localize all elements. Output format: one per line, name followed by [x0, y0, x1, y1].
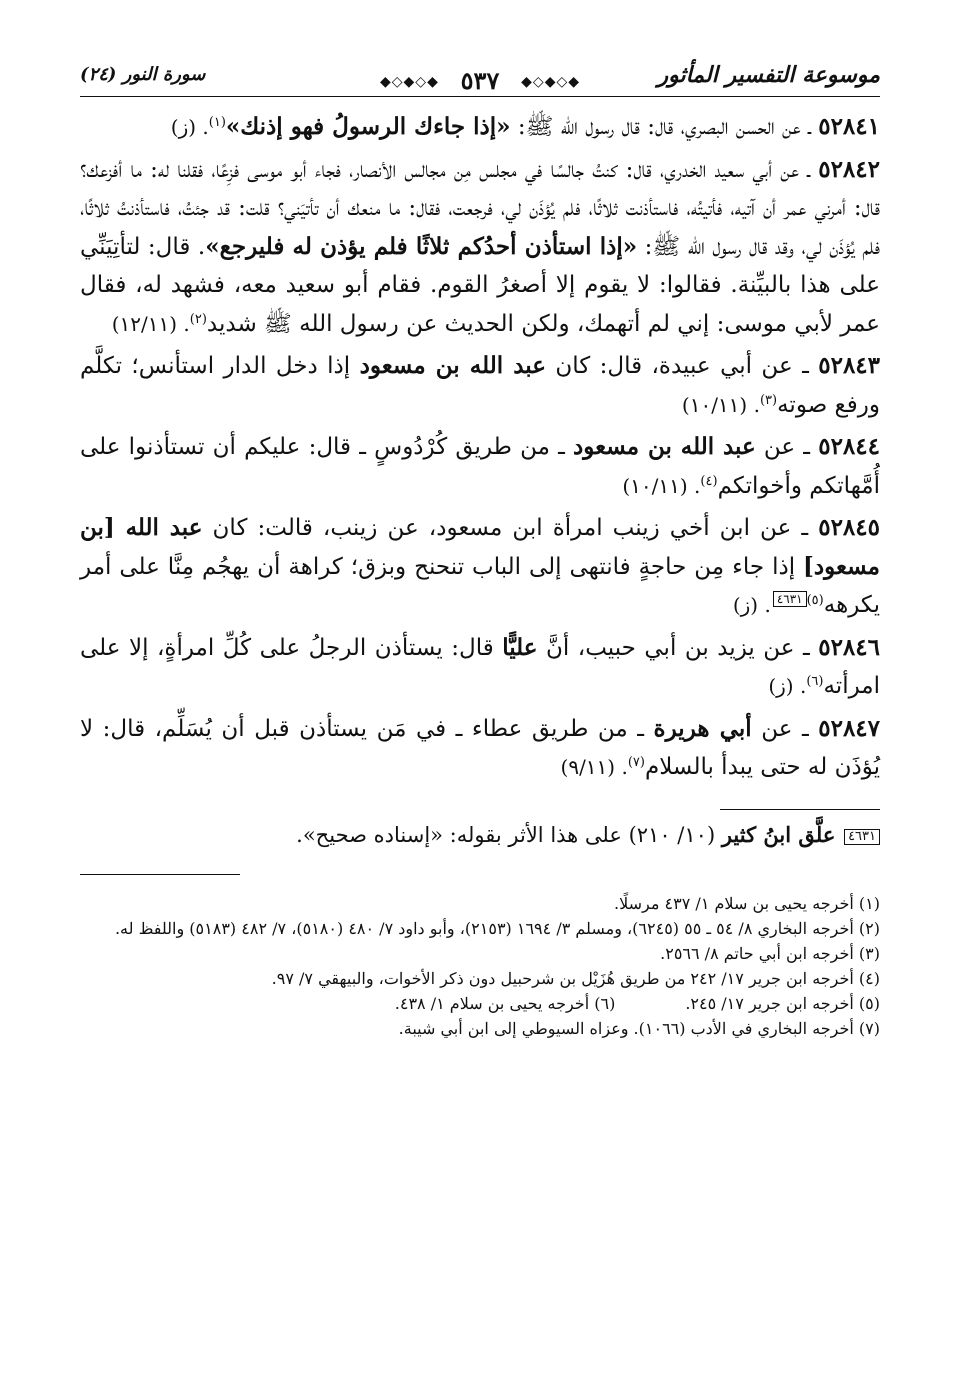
narration-52847: [80, 710, 880, 787]
narration-number: ٥٢٨٤٤: [818, 433, 880, 460]
narration-text: قال: يستأذن الرجلُ على كُلِّ امرأةٍ، إلا على امرأته: [80, 634, 880, 699]
narration-text: ـ عن: [751, 715, 819, 742]
narration-text: ـ عن ابن أخي زينب امرأة ابن مسعود، عن زينب، قالت: كان: [202, 515, 819, 541]
commentary-author: علَّق ابنُ كثير: [721, 821, 836, 847]
narration-number: ٥٢٨٤٥: [818, 514, 880, 541]
footnote-ref[interactable]: (٥): [806, 593, 824, 608]
ornament-icon: ◆◇◆◇◆: [521, 74, 580, 90]
narrator-name: عبد الله بن مسعود: [359, 352, 546, 379]
footnote-ref[interactable]: (٣): [759, 392, 778, 408]
surah-title: سورة النور (٢٤): [80, 64, 206, 85]
hadith-quote: «إذا استأذن أحدُكم ثلاثًا فلم يؤذن له فليرجع»: [205, 232, 638, 260]
ornament-icon: ◆◇◆◇◆: [380, 74, 439, 90]
narration-number: ٥٢٨٤٢: [818, 155, 880, 183]
narration-text: ـ من طريق عطاء ـ في مَن يستأذن قبل أن يُسَلِّم، قال: لا يُؤذَن له حتى يبدأ بالسلام: [80, 715, 880, 780]
footnote-2: (٢) أخرجه البخاري ٨/ ٥٤ ـ ٥٥ (٦٢٤٥)، ومسلم ٣/ ١٦٩٤ (٢١٥٣)، وأبو داود ٧/ ٤٨٠ (٥١٨٠)، ٧/ ٤٨٢ (٥١٨٣) واللفظ له.: [114, 918, 880, 938]
narration-text: ـ عن أبي عبيدة، قال: كان: [545, 353, 819, 379]
footnote-rule: [80, 874, 240, 875]
narration-text: ـ عن: [755, 434, 819, 460]
page-header: [80, 58, 880, 108]
source-ref: . (١٠/١١): [681, 392, 760, 417]
narration-52841: [80, 108, 880, 147]
source-ref: . (ز): [170, 115, 209, 139]
commentary-marker[interactable]: ٤٦٣١: [773, 591, 807, 607]
footnote-row-5-6: [80, 991, 880, 1016]
footnote-ref[interactable]: (٦): [806, 674, 824, 689]
footnote-ref[interactable]: (٢): [189, 311, 207, 327]
narration-number: ٥٢٨٤٧: [818, 714, 881, 742]
commentary-number: ٤٦٣١: [844, 829, 880, 845]
commentary-text: (١٠/ ٢١٠) على هذا الأثر بقوله: «إسناده صحيح».: [296, 822, 722, 847]
footnote-1: (١) أخرجه يحيى بن سلام ١/ ٤٣٧ مرسلًا.: [614, 893, 880, 913]
page-number: ٥٣٧: [460, 66, 500, 95]
narrator-name: أبي هريرة: [653, 714, 752, 742]
narration-52842: [80, 151, 880, 344]
source-ref: . (٩/١١): [560, 755, 628, 779]
narration-text: إذا دخل الدار استأنس؛ تكلَّم ورفع صوته: [80, 353, 880, 418]
source-ref: . (١٠/١١): [622, 473, 701, 498]
footnote-5: (٥) أخرجه ابن جرير ١٧/ ٢٤٥.: [685, 993, 880, 1013]
footnote-ref[interactable]: (٤): [700, 473, 718, 489]
source-ref: . (١٢/١١): [111, 311, 190, 336]
narration-text: . قال: لتأتِيَنِّي على هذا بالبيِّنة. فقالوا: لا يقوم إلا أصغرُ القوم. فقام أبو سعيد معه، فشهد له، فقال عمر لأبي موسى: إني لم أتهمك، ولكن الحديث عن رسول الله ﷺ شديد: [80, 233, 880, 337]
footnote-ref[interactable]: (٧): [627, 755, 645, 770]
footnote-7: (٧) أخرجه البخاري في الأدب (١٠٦٦). وعزاه السيوطي إلى ابن أبي شيبة.: [398, 1018, 880, 1038]
narration-text: إذا جاء مِن حاجةٍ فانتهى إلى الباب تنحنح وبزق؛ كراهة أن يهجُم مِنَّا على أمر يكرهه: [80, 553, 880, 618]
source-ref: . (ز): [732, 593, 771, 617]
hadith-quote: «إذا جاءك الرسولُ فهو إذنك»: [225, 113, 511, 140]
book-title: موسوعة التفسير المأثور: [657, 62, 880, 88]
narration-52845: [80, 509, 880, 625]
footnote-6: (٦) أخرجه يحيى بن سلام ١/ ٤٣٨.: [394, 993, 616, 1013]
narration-52844: [80, 428, 880, 505]
commentary: [80, 818, 880, 852]
footnote-3: (٣) أخرجه ابن أبي حاتم ٨/ ٢٥٦٦.: [660, 943, 880, 963]
narration-number: ٥٢٨٤١: [818, 113, 880, 140]
narration-text: ـ عن يزيد بن أبي حبيب، أنَّ: [537, 634, 819, 661]
page: [80, 58, 880, 1041]
footnote-4: (٤) أخرجه ابن جرير ١٧/ ٢٤٢ من طريق هُزَيْل بن شرحبيل دون ذكر الأخوات، والبيهقي ٧/ ٩٧.: [271, 968, 880, 988]
header-rule: [80, 96, 880, 97]
source-ref: . (ز): [768, 674, 807, 698]
narration-number: ٥٢٨٤٣: [818, 352, 881, 379]
narration-text: ـ من طريق كُرْدُوسٍ ـ قال: عليكم أن تستأذنوا على أُمَّهاتكم وأخواتكم: [80, 434, 880, 499]
narrator-name: عبد الله [بن مسعود]: [80, 514, 880, 580]
narration-text: ـ عن الحسن البصري، قال: قال رسول الله ﷺ:: [510, 114, 819, 140]
footnotes: [80, 891, 880, 1041]
narration-52843: [80, 347, 880, 424]
narration-52846: [80, 629, 880, 706]
narration-text: ـ عن أبي سعيد الخدري، قال: كنتُ جالسًا في مجلس مِن مجالس الأنصار، فجاء أبو موسى فزِعًا، فقلنا له: ما أفزعك؟ قال: أمرني عمر أن آتيه، فأتيتُه، فاستأذنت ثلاثًا، فلم يُؤذَن لي، فرجعت، فقال: ما منعك أن تأتيَني؟ قلت: قد جئتُ، فاستأذنتُ ثلاثًا، فلم يُؤذَن لي، وقد قال رسول الله ﷺ:: [80, 156, 880, 260]
footnote-ref[interactable]: (١): [208, 115, 226, 130]
commentary-rule: [720, 809, 880, 810]
narration-number: ٥٢٨٤٦: [818, 633, 880, 661]
narrator-name: عبد الله بن مسعود: [573, 433, 756, 460]
narrator-name: عليًّا: [502, 633, 538, 661]
